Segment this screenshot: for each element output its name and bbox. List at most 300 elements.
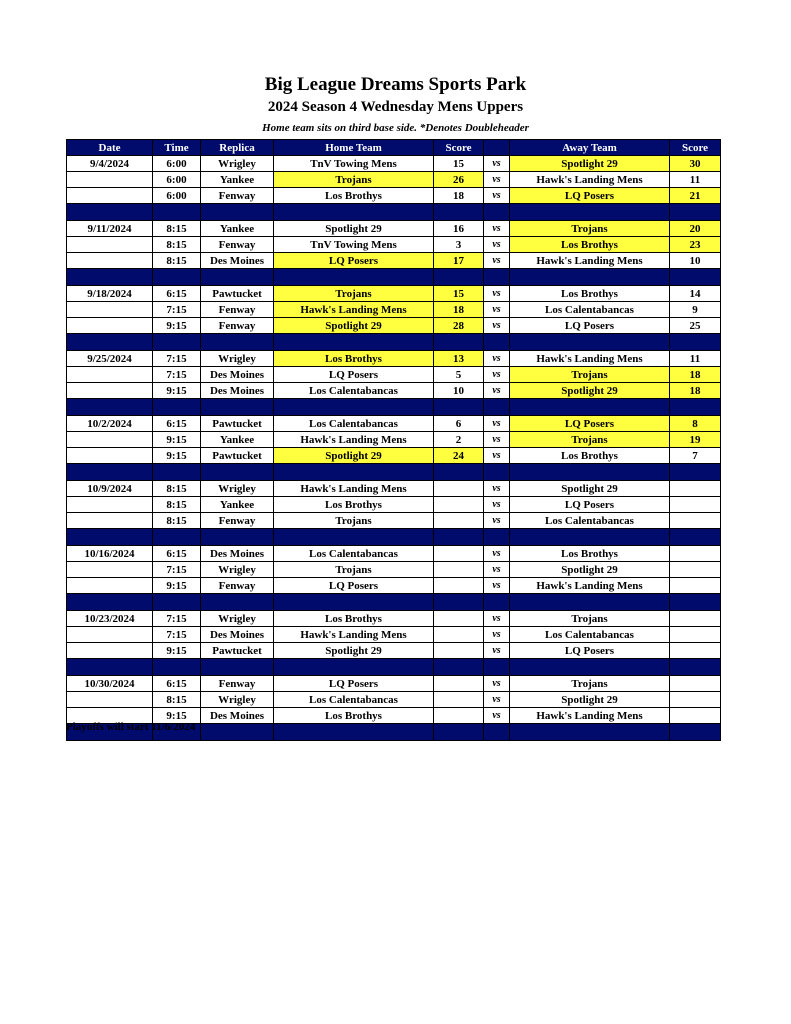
away-team-cell: Los Brothys bbox=[510, 237, 670, 253]
vs-cell: vs bbox=[484, 351, 510, 367]
away-score-cell: 14 bbox=[670, 286, 721, 302]
date-cell: 9/4/2024 bbox=[67, 156, 153, 172]
away-score-cell bbox=[670, 708, 721, 724]
replica-cell: Pawtucket bbox=[201, 448, 274, 464]
time-cell: 7:15 bbox=[153, 627, 201, 643]
replica-cell: Fenway bbox=[201, 237, 274, 253]
date-cell bbox=[67, 448, 153, 464]
separator-cell bbox=[434, 594, 484, 611]
home-score-cell bbox=[434, 708, 484, 724]
date-cell: 10/30/2024 bbox=[67, 676, 153, 692]
home-score-cell: 5 bbox=[434, 367, 484, 383]
home-score-cell bbox=[434, 676, 484, 692]
away-score-cell: 30 bbox=[670, 156, 721, 172]
date-cell bbox=[67, 643, 153, 659]
date-cell: 9/25/2024 bbox=[67, 351, 153, 367]
separator-cell bbox=[484, 724, 510, 741]
away-team-cell: Los Brothys bbox=[510, 286, 670, 302]
date-cell: 10/2/2024 bbox=[67, 416, 153, 432]
time-cell: 6:00 bbox=[153, 156, 201, 172]
date-cell bbox=[67, 367, 153, 383]
date-cell bbox=[67, 253, 153, 269]
vs-cell: vs bbox=[484, 481, 510, 497]
away-score-cell bbox=[670, 513, 721, 529]
away-team-cell: Trojans bbox=[510, 221, 670, 237]
replica-cell: Yankee bbox=[201, 497, 274, 513]
away-team-cell: LQ Posers bbox=[510, 416, 670, 432]
away-score-cell bbox=[670, 497, 721, 513]
home-score-cell bbox=[434, 513, 484, 529]
away-score-cell bbox=[670, 481, 721, 497]
replica-cell: Fenway bbox=[201, 578, 274, 594]
vs-cell: vs bbox=[484, 676, 510, 692]
time-cell: 9:15 bbox=[153, 432, 201, 448]
time-cell: 6:15 bbox=[153, 416, 201, 432]
time-cell: 7:15 bbox=[153, 351, 201, 367]
home-team-cell: Trojans bbox=[274, 513, 434, 529]
table-row bbox=[67, 172, 721, 188]
away-team-cell: Trojans bbox=[510, 611, 670, 627]
vs-cell: vs bbox=[484, 286, 510, 302]
home-score-cell bbox=[434, 611, 484, 627]
separator-cell bbox=[201, 204, 274, 221]
home-team-cell: Los Brothys bbox=[274, 188, 434, 204]
separator-cell bbox=[201, 659, 274, 676]
away-score-cell: 21 bbox=[670, 188, 721, 204]
time-cell: 9:15 bbox=[153, 708, 201, 724]
separator-cell bbox=[67, 399, 153, 416]
separator-cell bbox=[274, 464, 434, 481]
vs-cell: vs bbox=[484, 416, 510, 432]
home-score-cell bbox=[434, 578, 484, 594]
replica-cell: Des Moines bbox=[201, 708, 274, 724]
separator-cell bbox=[153, 399, 201, 416]
away-score-cell bbox=[670, 578, 721, 594]
separator-cell bbox=[484, 269, 510, 286]
date-cell bbox=[67, 692, 153, 708]
home-score-cell: 10 bbox=[434, 383, 484, 399]
separator-cell bbox=[201, 464, 274, 481]
separator-cell bbox=[67, 464, 153, 481]
time-cell: 7:15 bbox=[153, 611, 201, 627]
separator-cell bbox=[153, 334, 201, 351]
home-score-cell: 16 bbox=[434, 221, 484, 237]
home-score-cell: 15 bbox=[434, 156, 484, 172]
column-header-home-team: Home Team bbox=[274, 140, 434, 156]
replica-cell: Fenway bbox=[201, 318, 274, 334]
time-cell: 7:15 bbox=[153, 562, 201, 578]
vs-cell: vs bbox=[484, 708, 510, 724]
away-team-cell: Spotlight 29 bbox=[510, 383, 670, 399]
separator-cell bbox=[434, 659, 484, 676]
table-row bbox=[67, 497, 721, 513]
vs-cell: vs bbox=[484, 611, 510, 627]
table-row bbox=[67, 253, 721, 269]
separator-cell bbox=[67, 529, 153, 546]
time-cell: 8:15 bbox=[153, 481, 201, 497]
vs-cell: vs bbox=[484, 513, 510, 529]
table-row bbox=[67, 546, 721, 562]
separator-cell bbox=[67, 334, 153, 351]
week-separator-row bbox=[67, 399, 721, 416]
time-cell: 8:15 bbox=[153, 221, 201, 237]
table-row bbox=[67, 578, 721, 594]
home-team-cell: Trojans bbox=[274, 562, 434, 578]
away-team-cell: Spotlight 29 bbox=[510, 562, 670, 578]
home-score-cell bbox=[434, 497, 484, 513]
separator-cell bbox=[670, 464, 721, 481]
date-cell bbox=[67, 627, 153, 643]
replica-cell: Des Moines bbox=[201, 546, 274, 562]
replica-cell: Des Moines bbox=[201, 253, 274, 269]
vs-cell: vs bbox=[484, 221, 510, 237]
page-note: Home team sits on third base side. *Denotes Doubleheader bbox=[262, 122, 529, 134]
away-team-cell: Los Brothys bbox=[510, 448, 670, 464]
date-cell: 9/18/2024 bbox=[67, 286, 153, 302]
date-cell: 10/23/2024 bbox=[67, 611, 153, 627]
table-row bbox=[67, 416, 721, 432]
away-score-cell bbox=[670, 611, 721, 627]
away-team-cell: LQ Posers bbox=[510, 497, 670, 513]
separator-cell bbox=[670, 399, 721, 416]
separator-cell bbox=[201, 529, 274, 546]
replica-cell: Des Moines bbox=[201, 627, 274, 643]
vs-cell: vs bbox=[484, 578, 510, 594]
separator-cell bbox=[484, 659, 510, 676]
table-row bbox=[67, 562, 721, 578]
vs-cell: vs bbox=[484, 643, 510, 659]
time-cell: 6:15 bbox=[153, 546, 201, 562]
home-team-cell: LQ Posers bbox=[274, 676, 434, 692]
away-team-cell: Hawk's Landing Mens bbox=[510, 578, 670, 594]
away-team-cell: Trojans bbox=[510, 367, 670, 383]
time-cell: 8:15 bbox=[153, 497, 201, 513]
away-score-cell bbox=[670, 676, 721, 692]
away-score-cell: 19 bbox=[670, 432, 721, 448]
away-score-cell: 10 bbox=[670, 253, 721, 269]
column-header-vs bbox=[484, 140, 510, 156]
date-cell bbox=[67, 432, 153, 448]
table-row bbox=[67, 221, 721, 237]
vs-cell: vs bbox=[484, 318, 510, 334]
vs-cell: vs bbox=[484, 188, 510, 204]
replica-cell: Fenway bbox=[201, 302, 274, 318]
away-score-cell: 20 bbox=[670, 221, 721, 237]
away-team-cell: LQ Posers bbox=[510, 318, 670, 334]
page-subtitle: 2024 Season 4 Wednesday Mens Uppers bbox=[267, 99, 524, 115]
away-team-cell: Spotlight 29 bbox=[510, 481, 670, 497]
home-score-cell: 6 bbox=[434, 416, 484, 432]
separator-cell bbox=[484, 399, 510, 416]
replica-cell: Wrigley bbox=[201, 351, 274, 367]
separator-cell bbox=[510, 399, 670, 416]
table-row bbox=[67, 448, 721, 464]
table-row bbox=[67, 627, 721, 643]
week-separator-row bbox=[67, 334, 721, 351]
replica-cell: Wrigley bbox=[201, 156, 274, 172]
home-score-cell: 26 bbox=[434, 172, 484, 188]
home-team-cell: Los Calentabancas bbox=[274, 692, 434, 708]
vs-cell: vs bbox=[484, 692, 510, 708]
vs-cell: vs bbox=[484, 237, 510, 253]
date-cell bbox=[67, 318, 153, 334]
separator-cell bbox=[484, 594, 510, 611]
separator-cell bbox=[670, 724, 721, 741]
separator-cell bbox=[274, 529, 434, 546]
date-cell bbox=[67, 562, 153, 578]
home-score-cell: 17 bbox=[434, 253, 484, 269]
week-separator-row bbox=[67, 659, 721, 676]
time-cell: 9:15 bbox=[153, 448, 201, 464]
home-score-cell: 18 bbox=[434, 302, 484, 318]
time-cell: 6:15 bbox=[153, 286, 201, 302]
vs-cell: vs bbox=[484, 302, 510, 318]
home-team-cell: Trojans bbox=[274, 286, 434, 302]
home-team-cell: Los Brothys bbox=[274, 351, 434, 367]
separator-cell bbox=[670, 334, 721, 351]
date-cell bbox=[67, 513, 153, 529]
separator-cell bbox=[201, 724, 274, 741]
table-row bbox=[67, 481, 721, 497]
home-team-cell: LQ Posers bbox=[274, 578, 434, 594]
separator-cell bbox=[510, 594, 670, 611]
table-row bbox=[67, 156, 721, 172]
table-header-row bbox=[67, 140, 721, 156]
separator-cell bbox=[274, 659, 434, 676]
table-row bbox=[67, 513, 721, 529]
home-team-cell: Los Brothys bbox=[274, 611, 434, 627]
separator-cell bbox=[434, 529, 484, 546]
away-score-cell: 7 bbox=[670, 448, 721, 464]
home-score-cell bbox=[434, 562, 484, 578]
home-team-cell: TnV Towing Mens bbox=[274, 237, 434, 253]
home-score-cell bbox=[434, 692, 484, 708]
separator-cell bbox=[153, 529, 201, 546]
date-cell: 9/11/2024 bbox=[67, 221, 153, 237]
home-team-cell: Hawk's Landing Mens bbox=[274, 481, 434, 497]
replica-cell: Des Moines bbox=[201, 367, 274, 383]
week-separator-row bbox=[67, 464, 721, 481]
home-team-cell: Spotlight 29 bbox=[274, 643, 434, 659]
date-cell bbox=[67, 497, 153, 513]
home-score-cell: 24 bbox=[434, 448, 484, 464]
separator-cell bbox=[201, 399, 274, 416]
week-separator-row bbox=[67, 594, 721, 611]
away-score-cell: 8 bbox=[670, 416, 721, 432]
separator-cell bbox=[434, 399, 484, 416]
replica-cell: Yankee bbox=[201, 221, 274, 237]
away-team-cell: Trojans bbox=[510, 432, 670, 448]
vs-cell: vs bbox=[484, 367, 510, 383]
week-separator-row bbox=[67, 269, 721, 286]
column-header-time: Time bbox=[153, 140, 201, 156]
away-score-cell bbox=[670, 546, 721, 562]
separator-cell bbox=[67, 204, 153, 221]
vs-cell: vs bbox=[484, 432, 510, 448]
separator-cell bbox=[484, 464, 510, 481]
time-cell: 9:15 bbox=[153, 578, 201, 594]
column-header-date: Date bbox=[67, 140, 153, 156]
replica-cell: Wrigley bbox=[201, 611, 274, 627]
replica-cell: Yankee bbox=[201, 432, 274, 448]
away-team-cell: Hawk's Landing Mens bbox=[510, 708, 670, 724]
home-team-cell: TnV Towing Mens bbox=[274, 156, 434, 172]
replica-cell: Wrigley bbox=[201, 562, 274, 578]
home-team-cell: Los Brothys bbox=[274, 497, 434, 513]
away-team-cell: Spotlight 29 bbox=[510, 156, 670, 172]
separator-cell bbox=[67, 269, 153, 286]
away-score-cell bbox=[670, 627, 721, 643]
home-team-cell: Los Calentabancas bbox=[274, 416, 434, 432]
separator-cell bbox=[510, 269, 670, 286]
separator-cell bbox=[434, 269, 484, 286]
vs-cell: vs bbox=[484, 497, 510, 513]
vs-cell: vs bbox=[484, 562, 510, 578]
home-team-cell: LQ Posers bbox=[274, 253, 434, 269]
table-row bbox=[67, 676, 721, 692]
time-cell: 8:15 bbox=[153, 253, 201, 269]
away-team-cell: LQ Posers bbox=[510, 188, 670, 204]
table-row bbox=[67, 318, 721, 334]
time-cell: 8:15 bbox=[153, 237, 201, 253]
separator-cell bbox=[274, 269, 434, 286]
separator-cell bbox=[670, 659, 721, 676]
date-cell bbox=[67, 578, 153, 594]
away-team-cell: Los Calentabancas bbox=[510, 513, 670, 529]
separator-cell bbox=[67, 594, 153, 611]
away-score-cell bbox=[670, 643, 721, 659]
separator-cell bbox=[510, 724, 670, 741]
replica-cell: Wrigley bbox=[201, 692, 274, 708]
separator-cell bbox=[153, 659, 201, 676]
vs-cell: vs bbox=[484, 172, 510, 188]
time-cell: 7:15 bbox=[153, 367, 201, 383]
table-row bbox=[67, 286, 721, 302]
date-cell: 10/16/2024 bbox=[67, 546, 153, 562]
away-score-cell: 25 bbox=[670, 318, 721, 334]
time-cell: 6:15 bbox=[153, 676, 201, 692]
page-title: Big League Dreams Sports Park bbox=[264, 74, 527, 95]
away-team-cell: Spotlight 29 bbox=[510, 692, 670, 708]
home-score-cell bbox=[434, 481, 484, 497]
away-score-cell: 11 bbox=[670, 351, 721, 367]
table-row bbox=[67, 302, 721, 318]
table-row bbox=[67, 692, 721, 708]
time-cell: 9:15 bbox=[153, 318, 201, 334]
home-team-cell: Los Brothys bbox=[274, 708, 434, 724]
separator-cell bbox=[153, 464, 201, 481]
week-separator-row bbox=[67, 529, 721, 546]
separator-cell bbox=[670, 269, 721, 286]
home-team-cell: LQ Posers bbox=[274, 367, 434, 383]
separator-cell bbox=[484, 529, 510, 546]
date-cell bbox=[67, 188, 153, 204]
time-cell: 9:15 bbox=[153, 643, 201, 659]
away-team-cell: Los Brothys bbox=[510, 546, 670, 562]
table-row bbox=[67, 383, 721, 399]
replica-cell: Fenway bbox=[201, 188, 274, 204]
away-score-cell: 23 bbox=[670, 237, 721, 253]
column-header-home-score: Score bbox=[434, 140, 484, 156]
column-header-replica: Replica bbox=[201, 140, 274, 156]
home-score-cell: 15 bbox=[434, 286, 484, 302]
separator-cell bbox=[153, 269, 201, 286]
home-score-cell bbox=[434, 643, 484, 659]
away-team-cell: Los Calentabancas bbox=[510, 627, 670, 643]
separator-cell bbox=[67, 659, 153, 676]
separator-cell bbox=[510, 659, 670, 676]
separator-cell bbox=[274, 334, 434, 351]
home-score-cell: 13 bbox=[434, 351, 484, 367]
vs-cell: vs bbox=[484, 383, 510, 399]
home-score-cell: 3 bbox=[434, 237, 484, 253]
away-team-cell: Los Calentabancas bbox=[510, 302, 670, 318]
time-cell: 8:15 bbox=[153, 692, 201, 708]
replica-cell: Des Moines bbox=[201, 383, 274, 399]
replica-cell: Pawtucket bbox=[201, 416, 274, 432]
vs-cell: vs bbox=[484, 546, 510, 562]
replica-cell: Wrigley bbox=[201, 481, 274, 497]
separator-cell bbox=[484, 334, 510, 351]
separator-cell bbox=[434, 724, 484, 741]
replica-cell: Fenway bbox=[201, 676, 274, 692]
home-team-cell: Hawk's Landing Mens bbox=[274, 627, 434, 643]
home-team-cell: Los Calentabancas bbox=[274, 383, 434, 399]
table-row bbox=[67, 351, 721, 367]
separator-cell bbox=[670, 594, 721, 611]
column-header-away-score: Score bbox=[670, 140, 721, 156]
separator-cell bbox=[510, 464, 670, 481]
vs-cell: vs bbox=[484, 253, 510, 269]
away-team-cell: Trojans bbox=[510, 676, 670, 692]
away-score-cell bbox=[670, 692, 721, 708]
separator-cell bbox=[274, 204, 434, 221]
date-cell bbox=[67, 237, 153, 253]
table-row bbox=[67, 188, 721, 204]
away-team-cell: Hawk's Landing Mens bbox=[510, 351, 670, 367]
week-separator-row bbox=[67, 204, 721, 221]
separator-cell bbox=[670, 204, 721, 221]
time-cell: 7:15 bbox=[153, 302, 201, 318]
table-row bbox=[67, 367, 721, 383]
home-team-cell: Trojans bbox=[274, 172, 434, 188]
schedule-body bbox=[67, 156, 721, 741]
table-row bbox=[67, 432, 721, 448]
home-team-cell: Hawk's Landing Mens bbox=[274, 302, 434, 318]
table-row bbox=[67, 611, 721, 627]
separator-cell bbox=[201, 594, 274, 611]
away-score-cell bbox=[670, 562, 721, 578]
separator-cell bbox=[434, 334, 484, 351]
replica-cell: Fenway bbox=[201, 513, 274, 529]
vs-cell: vs bbox=[484, 156, 510, 172]
away-team-cell: Hawk's Landing Mens bbox=[510, 253, 670, 269]
date-cell bbox=[67, 172, 153, 188]
separator-cell bbox=[510, 204, 670, 221]
separator-cell bbox=[274, 399, 434, 416]
home-score-cell: 2 bbox=[434, 432, 484, 448]
home-score-cell: 28 bbox=[434, 318, 484, 334]
home-score-cell bbox=[434, 546, 484, 562]
table-row bbox=[67, 237, 721, 253]
away-score-cell: 11 bbox=[670, 172, 721, 188]
separator-cell bbox=[510, 334, 670, 351]
time-cell: 6:00 bbox=[153, 188, 201, 204]
home-team-cell: Spotlight 29 bbox=[274, 221, 434, 237]
home-score-cell bbox=[434, 627, 484, 643]
separator-cell bbox=[670, 529, 721, 546]
date-cell bbox=[67, 302, 153, 318]
